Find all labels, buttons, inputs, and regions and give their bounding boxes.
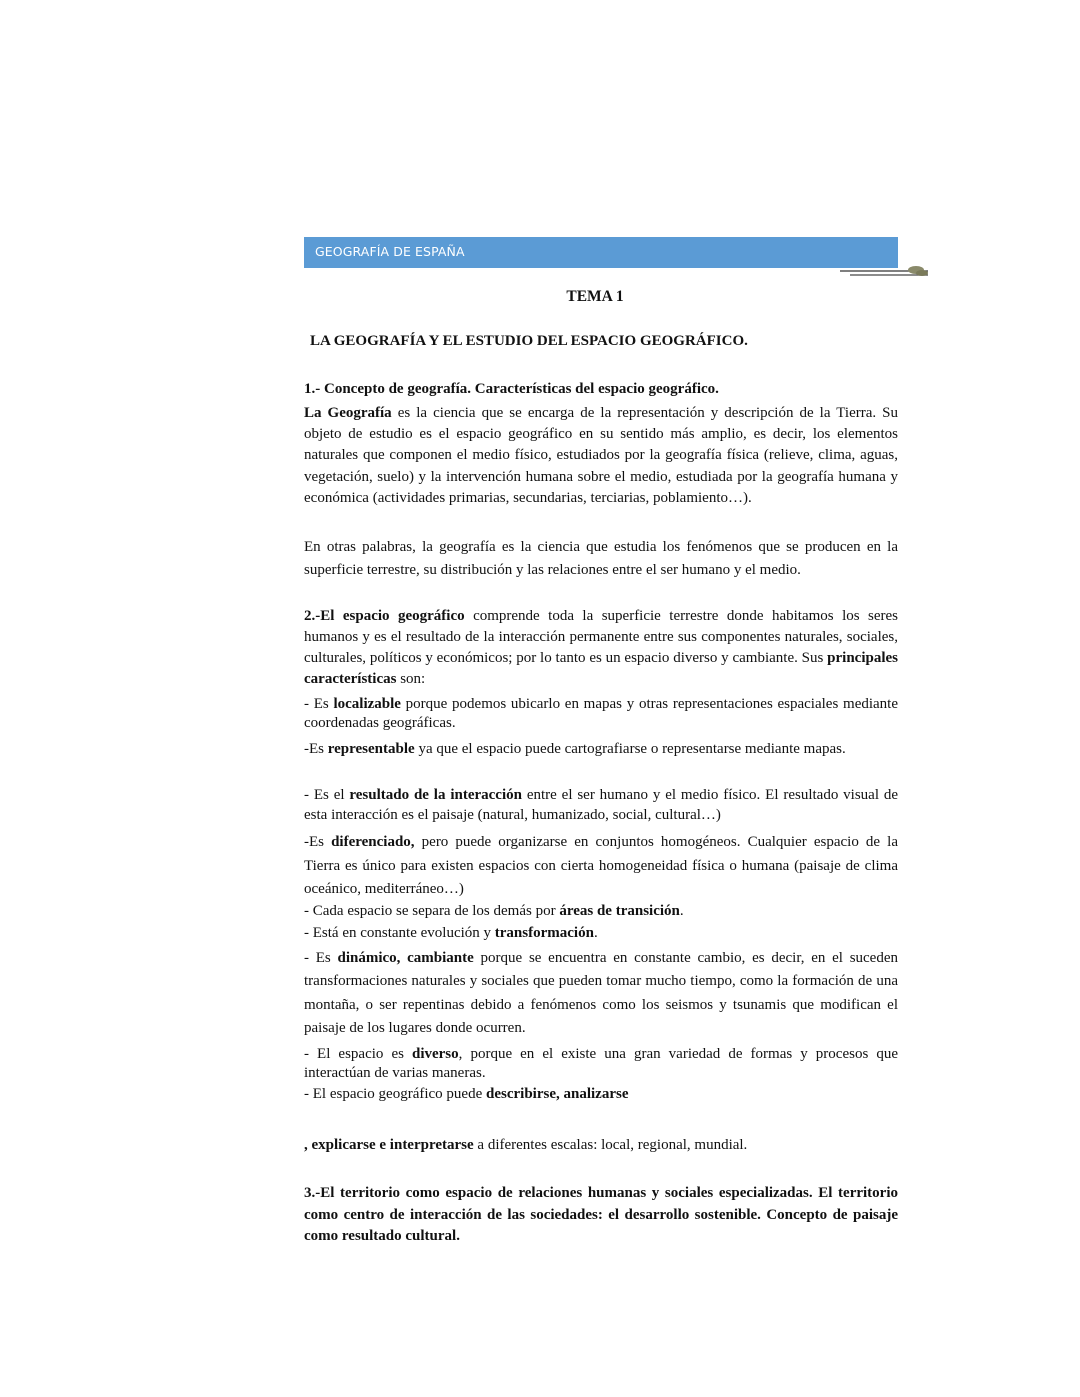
- bold-text: localizable: [333, 696, 401, 712]
- text-run: - El espacio geográfico puede: [304, 1086, 486, 1102]
- page-title: LA GEOGRAFÍA Y EL ESTUDIO DEL ESPACIO GEOGRÁFICO.: [310, 333, 748, 349]
- text-run: comprende toda la superficie terrestre donde habitamos los seres humanos y es el resultado de la interacción permanente entre sus componentes naturales, sociales, culturales, políticos y económicos; por lo tanto es un espacio diverso y cambiante. Sus: [304, 608, 899, 666]
- text-run: son:: [396, 671, 426, 687]
- text-run: .: [679, 903, 684, 919]
- bold-text: representable: [327, 741, 415, 757]
- bold-text: diverso: [411, 1046, 459, 1062]
- list-item: [304, 902, 898, 921]
- header-bar: [304, 237, 898, 268]
- list-item: [304, 947, 898, 1040]
- text-run: - Cada espacio se separa de los demás por: [304, 903, 560, 919]
- text-run: pero puede organizarse en conjuntos homogéneos. Cualquier espacio de la Tierra es único para existen espacios con cierta homogeneidad física o humana (paisaje de clima oceánico, mediterráneo…): [304, 834, 898, 897]
- bold-text: , explicarse e interpretarse: [304, 1137, 474, 1153]
- text-run: - Es: [304, 950, 338, 966]
- list-item: [304, 785, 898, 825]
- tema-label: TEMA 1: [566, 288, 624, 305]
- bold-text: áreas de transición: [559, 903, 680, 919]
- text-run: es la ciencia que se encarga de la representación y descripción de la Tierra. Su objeto de estudio es el espacio geográfico en su sentido más amplio, es decir, los elementos naturales que componen el medio físico, estudiados por la geografía física (relieve, clima, aguas, vegetación, suelo) y la intervención humana sobre el medio, estudiada por la geografía humana y económica (actividades primarias, secundarias, terciarias, poblamiento…).: [304, 405, 898, 506]
- text-run: - Es el: [304, 787, 350, 803]
- text-run: - Está en constante evolución y: [304, 925, 495, 941]
- paragraph: [304, 536, 898, 582]
- bold-text: describirse, analizarse: [486, 1086, 629, 1102]
- text-run: En otras palabras, la geografía es la ciencia que estudia los fenómenos que se producen en la superficie terrestre, su distribución y las relaciones entre el ser humano y el medio.: [304, 539, 898, 578]
- bold-text: diferenciado,: [331, 834, 415, 850]
- list-item: [304, 831, 898, 902]
- bold-text: dinámico, cambiante: [337, 950, 474, 966]
- bold-text: 3.-El territorio como espacio de relaciones humanas y sociales especializadas. El territorio como centro de interacción de las sociedades: el desarrollo sostenible. Concepto de paisaje como resultado cultural.: [304, 1185, 898, 1244]
- bold-text: principales características: [304, 650, 898, 687]
- bold-text: 2.-El espacio geográfico: [304, 608, 465, 624]
- bold-text: transformación: [494, 925, 594, 941]
- text-run: entre el ser humano y el medio físico. El resultado visual de esta interacción es el paisaje (natural, humanizado, social, cultural…): [304, 787, 899, 823]
- header-title: GEOGRAFÍA DE ESPAÑA: [315, 244, 465, 259]
- bold-text: 1.- Concepto de geografía. Características del espacio geográfico.: [304, 381, 719, 397]
- text-run: - Es: [304, 696, 334, 712]
- text-run: - El espacio es: [304, 1046, 412, 1062]
- ornament-icon: [840, 264, 930, 280]
- section-heading-1: [304, 379, 898, 399]
- text-run: -Es: [304, 834, 332, 850]
- bold-text: resultado de la interacción: [349, 787, 522, 803]
- text-run: porque se encuentra en constante cambio, es decir, en el suceden transformaciones naturales y sociales que pueden tomar mucho tiempo, como la formación de una montaña, o ser repentinas debido a fenómenos como los seismos y tsunamis que modifican el paisaje de los lugares donde ocurren.: [304, 950, 899, 1036]
- text-run: porque podemos ubicarlo en mapas y otras representaciones espaciales mediante coordenadas geográficas.: [304, 696, 898, 731]
- text-run: , porque en el existe una gran variedad de formas y procesos que interactúan de varias maneras.: [304, 1046, 898, 1081]
- paragraph: [304, 403, 898, 509]
- section-heading-3: [304, 1183, 898, 1248]
- text-run: ya que el espacio puede cartografiarse o representarse mediante mapas.: [414, 741, 846, 757]
- paragraph: [304, 606, 898, 690]
- text-run: .: [593, 925, 598, 941]
- text-run: -Es: [304, 741, 328, 757]
- bold-text: La Geografía: [304, 405, 392, 421]
- list-item: [304, 1136, 898, 1155]
- list-item: [304, 1085, 898, 1104]
- list-item: [304, 924, 898, 943]
- list-item: [304, 695, 898, 733]
- text-run: a diferentes escalas: local, regional, mundial.: [473, 1137, 748, 1153]
- list-item: [304, 1045, 898, 1083]
- list-item: [304, 740, 898, 759]
